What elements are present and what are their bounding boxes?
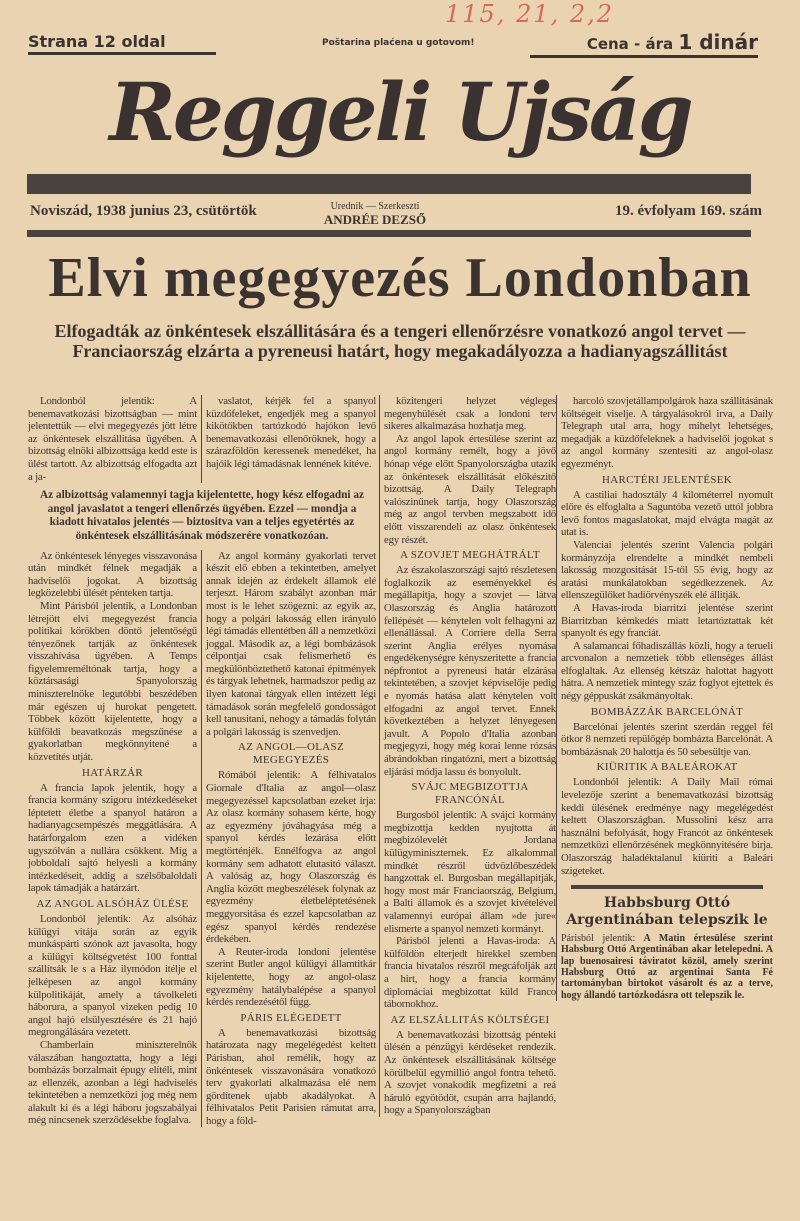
lead-intro-row [28, 395, 376, 483]
column-2-top [202, 395, 376, 483]
postage-note: Poštarina plaćena u gotovom! [322, 38, 475, 48]
article-paragraph: Londonból jelentik: Az alsóház külügyi vitája során az egyik munkáspárti szónok azt javasolta, hogy a külügyi költségvetést 100 fonttal szállítsák le s a Ház ilymódon itélje el jelképesen az angol kormány külpolitikáját, amely a távolkeleti háborura, a spanyol vizeken pedig 10 angol hajó elsülyesztésére és 21 hajó megrongálására vezetett. [28, 912, 197, 1039]
column-3 [384, 395, 556, 1117]
article-paragraph: Az északolaszországi sajtó részletesen foglalkozik az eseményekkel és megállapitja, hogy a szovjet — látva Olaszország és Anglia határozott fellépését — kénytelen volt felhagyni az ellenállással. A Corriere della Serra szerint Anglia erélyes nyomása engedékenységre kényszeritette a francia népfrontot a pyreneusi határ elzárása tekintetében, a szovjet képviselője pedig e nyomás hatása alatt kénytelen volt elfogadni az angol tervet. Ennek következtében a helyzet lényegesen javult. A Popolo d'Italia azonban megjegyzi, hogy még korai lenne rózsás ábrándokban ringatózni, mert a bizottság eljárási módja lassu és bonyolult. [384, 564, 556, 778]
box-rule [571, 885, 763, 889]
headline: Elvi megegyezés Londonban [48, 247, 752, 309]
subheadline: Elfogadták az önkéntesek elszállitására és a tengeri ellenőrzésre vonatkozó angol tervet — Franciaország elzárta a pyreneusi határt, hogy megakadályozza a hadianyagszállitást [54, 321, 746, 361]
column-4 [561, 395, 773, 877]
article-paragraph: Az önkéntesek lényeges visszavonása után mindkét félnek megadják a hadviselői jogokat. A bizottság legközelebbi ülését pénteken tartja. [28, 549, 197, 600]
lead-article-left [28, 395, 376, 1127]
page-count: Strana 12 oldal [28, 32, 216, 55]
article-paragraph: A francia lapok jelentik, hogy a francia kormány szigoru intézkedéseket léptetett életbe a spanyol határon a hadianyagcsempészés meggátlására. A határforgalom ezen a vidéken ugyszólván a nullára csökkent. Míg a jobboldali sajtó helyesli a kormány intézkedéseit, addig a szélsőbaloldali lapok támadják a határzárt. [28, 781, 197, 895]
article-paragraph: közitengeri helyzet végleges megenyhülését csak a londoni terv sikeres alkalmazása hozhatja meg. [384, 395, 556, 433]
article-paragraph: A salamancai főhadiszállás közli, hogy a terueli arcvonalon a nemzetiek több ellenséges állást elfoglaltak. Az ellenség kétszáz halottat hagyott hátra. A nemzetiek mintegy száz foglyot ejtettek és négy géppuskát zsákmányoltak. [561, 639, 773, 703]
highlight-box: Az albizottság valamennyi tagja kijelentette, hogy kész elfogadni az angol javaslatot a tengeri ellenőrzés ügyében. Ezzel — mondja a kiadott hivatalos jelentés — biztositva van a teljes egyetértés az önkéntesek elszállitásának módszerére vonatkozóan. [39, 489, 365, 542]
price-label: Cena - ára [586, 35, 674, 53]
habsburg-body: A Matin értesülése szerint Habsburg Ottó Argentinában akar letelepedni. A lap buenosairesi táviratot közöl, amely szerint Habsburg Ottó az argentinai Santa Fé tartományban birtokot vásárolt és az a terve, hogy állandó tartózkodásra ott telepszik le. [561, 933, 773, 1001]
article-paragraph: Valenciai jelentés szerint Valencia polgári kormányzója elrendelte a mindkét nembeli lakosság mozgositását 15-től 55 évig, hogy az aratási munkálatokban segédkezzenek. Az ellenszegülőket hadiörvényszék elé állitják. [561, 538, 773, 602]
habsburg-text [561, 933, 773, 1001]
section-heading: KIÜRITIK A BALEÁROKAT [596, 761, 738, 774]
article-paragraph: Burgosból jelentik: A svájci kormány megbizottja kedden nyujtotta át megbizólevelét Jordana külügyminiszternek. Ez alkalommal mindkét részről üdvözlőbeszédek hangzottak el. Burgosban megállapitják, hogy most már Franciaország, Belgium, a Balti államok és a szovjet kivételével valamennyi európai állam »de jure« elismerte a spanyol nemzeti kormányt. [384, 809, 556, 935]
article-paragraph: A benemavatkozási bizottság határozata nagy megelégedést keltett Párisban, ahol remélik, hogy az önkéntesek visszavonására vonatkozó terv gyakorlati alkalmazása elé nem gördítenek ujabb akadályokat. A félhivatalos Petit Parisien rámutat arra, hogy a föld- [206, 1026, 376, 1127]
section-heading: AZ ANGOL ALSÓHÁZ ÜLÉSE [36, 897, 189, 910]
section-heading: BOMBÁZZÁK BARCELÓNÁT [590, 705, 744, 718]
article-paragraph: vaslatot, kérjék fel a spanyol küzdőfeleket, engedjék meg a spanyol kikötőkben tartózkodó hajókon levő benemavatkozási ellenőröknek, hogy a szárazföldön keressenek menedéket, ha hajóik légi támadásnak lennének kitéve. [206, 395, 376, 470]
masthead-logo: Reggeli Ujság [109, 65, 691, 159]
article-paragraph: Mint Párisból jelentik, a Londonban létrejött elvi megegyezést francia politikai körökben döntő jelentőségű tényezőnek tartják az önkéntesek visszahívása ügyében. A Temps figyelemreméltónak tartja, hogy a köztársasági Spanyolország miniszterelnöke legutóbbi beszédében már egészen uj hurokat pengetett. Többek között kijelentette, hogy a külföldi beavatkozás megszűnése a gyakorlatban megkönnyitené a közvetítés utját. [28, 599, 197, 764]
price-value: 1 dinár [678, 30, 758, 54]
column-4-wrap [556, 395, 773, 1001]
handwritten-annotation: 115, 21, 2,2 [445, 0, 615, 28]
article-paragraph: A Reuter-iroda londoni jelentése szerint Butler angol külügyi államtitkár kijelentette, hogy az angol-olasz egyezmény hatálybalépése a spanyol kérdés rendezésétől függ. [206, 945, 376, 1009]
place-date: Noviszád, 1938 junius 23, csütörtök [30, 203, 257, 219]
column-3-wrap [379, 395, 556, 1117]
article-paragraph: Barcelónai jelentés szerint szerdán reggel fél ötkor 8 nemzeti repülőgép bombázta Barcelónát. A bombázásnak 20 halottja és 50 sebesültje van. [561, 720, 773, 758]
section-heading: SVÁJC MEGBIZOTTJA FRANCÓNÁL [411, 781, 529, 807]
habsburg-lead: Párisból jelentik: [561, 933, 636, 945]
habsburg-title: Habbsburg Ottó Argentinában telepszik le [566, 895, 768, 929]
section-heading: AZ ELSZÁLLITÁS KÖLTSÉGEI [390, 1013, 550, 1026]
article-paragraph: Chamberlain miniszterelnök válaszában hangoztatta, hogy a légi bombázás borzalmait épugy elítéli, mint az ellenzék, azonban a légi hadviselés tekintetében a nemzetközi jog még nem alakult ki és a légi háboru jogszabályai még nincsenek szerződésekbe foglalva. [28, 1038, 197, 1127]
editor-name: ANDRÉE DEZSŐ [323, 212, 427, 227]
article-paragraph: A castiliai hadosztály 4 kilométerrel nyomult előre és elfoglalta a Saguntóba vezető uttól jobbra levő fontos magaslatokat, majd elvágta magát az utat is. [561, 488, 773, 539]
article-paragraph: Londonból jelentik: A benemavatkozási bizottságban — mint jelentettük — elvi megegyezés jött létre az önkéntesek elszállitása ügyében. A bizottság elnöki albizottsága kedd este is ülést tartott. Az albizottság elfogadta azt a ja- [28, 395, 197, 483]
column-2 [202, 550, 376, 1128]
article-paragraph: Az angol kormány gyakorlati tervet készit elő ebben a tekintetben, amelyet annak idején az érdekelt államok elé terjeszt. Három szabályt azonban már most is le lehet szögezni: az egyik az, hogy a polgári lakosság ellen irányuló légi támadás ellentétben áll a nemzetközi joggal. Második az, a légi bombázások célpontjai csak felismerhető és megkülönböztethető katonai épitmények és tárgyak lehetnek, harmadszor pedig az ilyen katonai tárgyak ellen intézett légi támadások során megfelelő gondosságot kell tanusitani, nehogy a támadás folytán a polgári lakosság is szenvedjen. [206, 549, 376, 738]
article-paragraph: Rómából jelentik: A félhivatalos Giornale d'Italia az angol—olasz megegyezéssel kapcsolatban ezeket irja: Az olasz kormány sohasem kérte, hogy az egyezmény jóváhagyása még a spanyol kérdés lezárása előtt megtörténjék. Ennélfogva az angol kormány sem adhatott elutasitó választ. A valóság az, hogy Olaszország és Anglia között megbeszélések folynak az egyezmény életbeléptetésének meggyorsitása és ezzel kapcsolatban az egész spanyol kérdés rendezése érdekében. [206, 769, 376, 946]
dateline-rule [27, 230, 751, 237]
column-1 [28, 550, 202, 1128]
section-heading: HATÁRZÁR [81, 766, 144, 779]
article-paragraph: harcoló szovjetállampolgárok haza szállitásának költségeit viselje. A tárgyalásokról irva, a Daily Telegraph utal arra, hogy mihelyt lehetséges, megadják a küzdőfeleknek a hadviselői jogokat s az angol kormány szentesiti az angol-olasz egyezményt. [561, 395, 773, 470]
lead-body-row [28, 550, 376, 1128]
article-paragraph: Londonból jelentik: A Daily Mail római levelezője szerint a benemavatkozási bizottság keddi ülésének eredménye nagy megelégedést keltett Olaszországban. Mussolini kész arra használni befolyását, hogy Francót az önkéntesek nemzetközi ellenőrzésének megkönnyitésére birja. Olaszország haladéktalanul kiüriti a Baleári szigeteket. [561, 776, 773, 877]
editor-label: Urednik — Szerkeszti [330, 201, 420, 212]
editor [300, 200, 450, 228]
issue-number: 19. évfolyam 169. szám [614, 203, 762, 219]
section-heading: PÁRIS ELÉGEDETT [240, 1011, 342, 1024]
article-paragraph: Az angol lapok értesülése szerint az angol kormány remélt, hogy a jövő hónap vége előtt Spanyolországba utazik az önkéntesek elszállitását előkészitő bizottság. A Daily Telegraph valószinűnek tartja, hogy Olaszország még az angol tervben megszabott idő előtt visszarendeli az olasz önkéntesek egy részét. [384, 432, 556, 546]
masthead-rule [27, 174, 751, 194]
section-heading: HARCTÉRI JELENTÉSEK [601, 473, 733, 486]
section-heading: A SZOVJET MEGHÁTRÁLT [400, 549, 540, 562]
article-paragraph: A benemavatkozási bizottság pénteki ülésén a pénzügyi kérdéseket rendezik. Az önkéntesek elszállitásának költsége körülbelül egymillió angol fontra tehető. A szovjet vonakodik megfizetni a reá háruló egyötödöt, csupán arra hajlandó, hogy a Spanyolországban [384, 1028, 556, 1117]
column-1-top [28, 395, 202, 483]
article-paragraph: A Havas-iroda biarritzi jelentése szerint Biarritzban kémkedés miatt letartóztattak két spanyolt és egy franciát. [561, 601, 773, 640]
section-heading: AZ ANGOL—OLASZ MEGEGYEZÉS [238, 741, 344, 767]
article-paragraph: Párisból jelenti a Havas-iroda: A külföldön elterjedt hirekkel szemben francia hivatalos részről megcáfolják azt a hirt, hogy a francia kormány diplomáciai megbizottat küld Franco tábornokhoz. [384, 935, 556, 1011]
price [530, 30, 758, 58]
